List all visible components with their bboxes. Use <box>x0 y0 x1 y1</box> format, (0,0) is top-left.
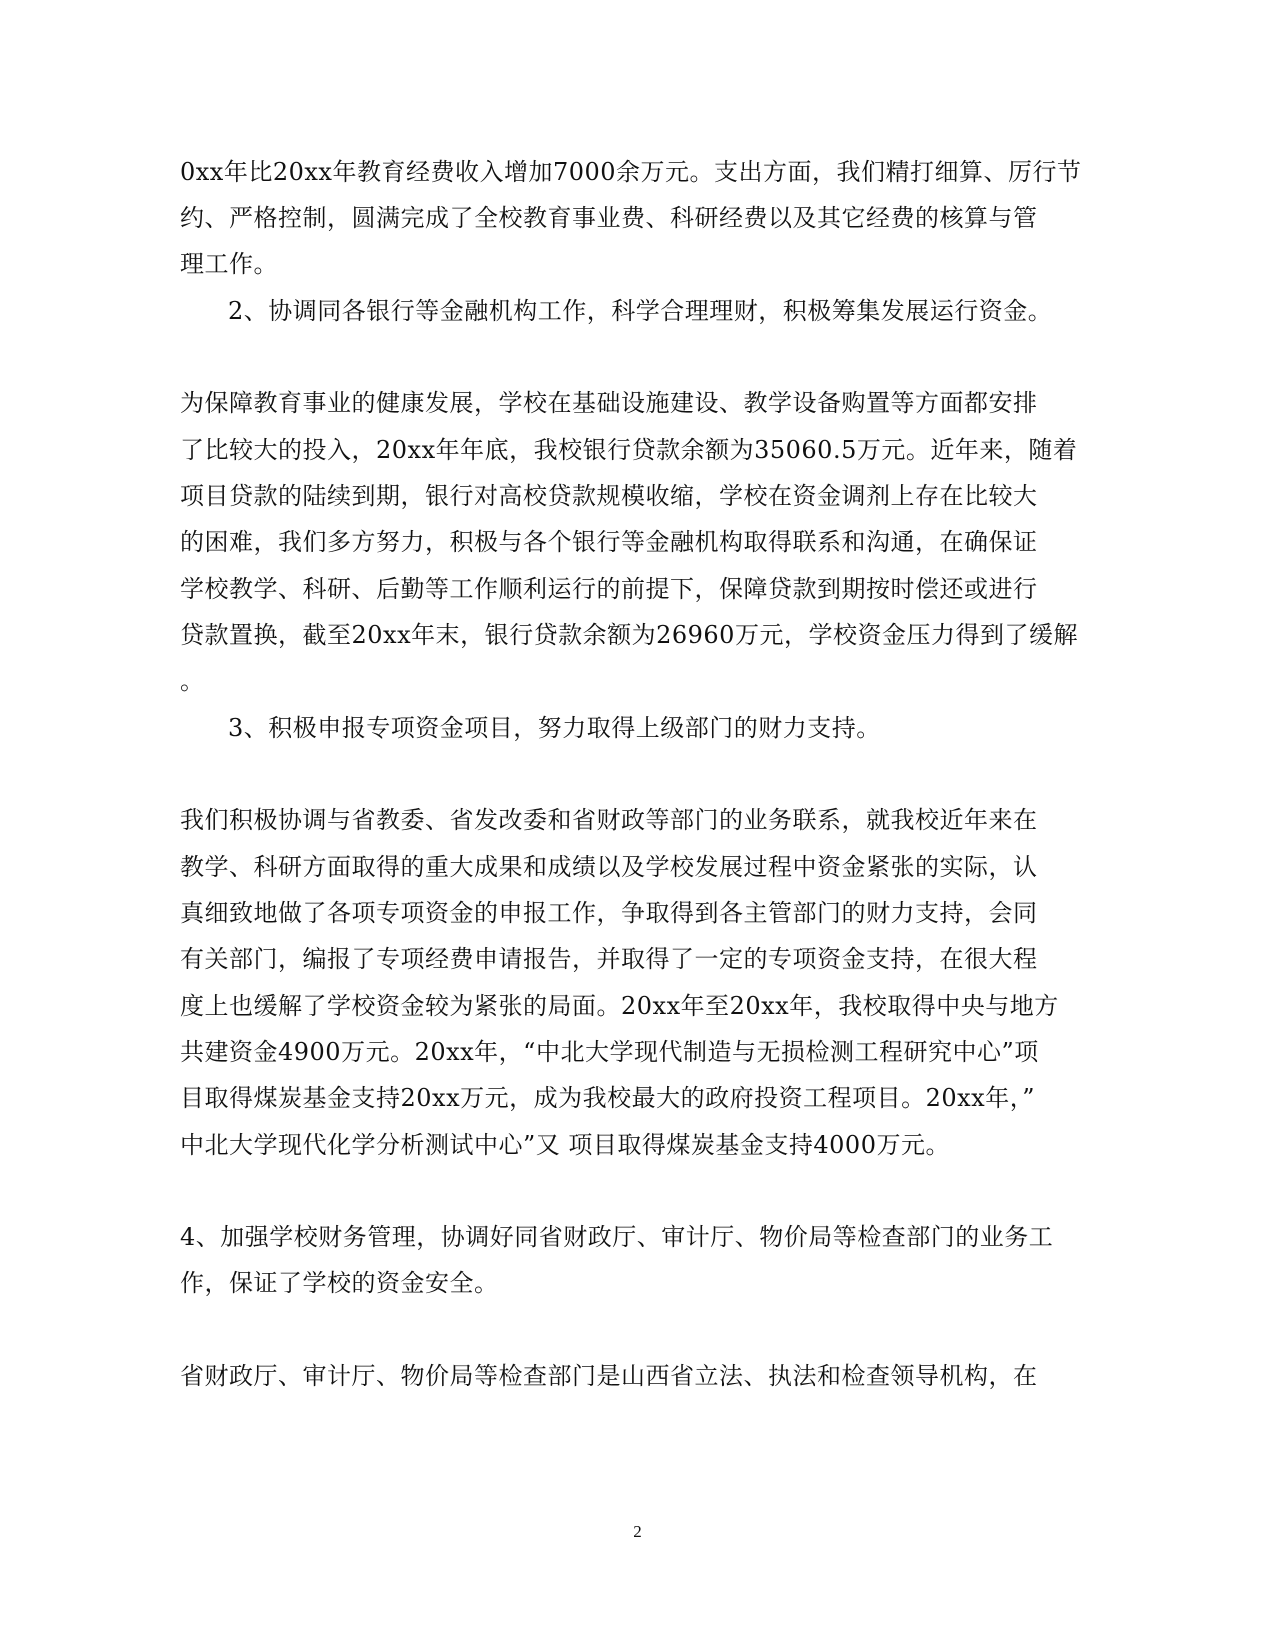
text-line: 目取得煤炭基金支持20xx万元，成为我校最大的政府投资工程项目。20xx年，” <box>180 1084 1035 1112</box>
text-line: 省财政厅、审计厅、物价局等检查部门是山西省立法、执法和检查领导机构，在 <box>180 1362 1038 1390</box>
text-line: 了比较大的投入，20xx年年底，我校银行贷款余额为35060.5万元。近年来，随着 <box>180 436 1078 464</box>
section-heading: 4、加强学校财务管理，协调好同省财政厅、审计厅、物价局等检查部门的业务工 <box>180 1223 1054 1251</box>
text-line: 共建资金4900万元。20xx年，“中北大学现代制造与无损检测工程研究中心”项 <box>180 1038 1039 1066</box>
section-heading: 3、积极申报专项资金项目，努力取得上级部门的财力支持。 <box>228 714 881 742</box>
text-line: 中北大学现代化学分析测试中心”又 项目取得煤炭基金支持4000万元。 <box>180 1131 950 1159</box>
text-line: 的困难，我们多方努力，积极与各个银行等金融机构取得联系和沟通，在确保证 <box>180 528 1038 556</box>
text-line: 作，保证了学校的资金安全。 <box>180 1269 499 1297</box>
text-line: 教学、科研方面取得的重大成果和成绩以及学校发展过程中资金紧张的实际，认 <box>180 853 1038 881</box>
text-line: 真细致地做了各项专项资金的申报工作，争取得到各主管部门的财力支持，会同 <box>180 899 1038 927</box>
text-line: 有关部门，编报了专项经费申请报告，并取得了一定的专项资金支持，在很大程 <box>180 945 1038 973</box>
text-line: 贷款置换，截至20xx年末，银行贷款余额为26960万元，学校资金压力得到了缓解 <box>180 621 1078 649</box>
text-line: 度上也缓解了学校资金较为紧张的局面。20xx年至20xx年，我校取得中央与地方 <box>180 992 1059 1020</box>
section-heading: 2、协调同各银行等金融机构工作，科学合理理财，积极筹集发展运行资金。 <box>228 297 1053 325</box>
text-line: 约、严格控制，圆满完成了全校教育事业费、科研经费以及其它经费的核算与管 <box>180 204 1038 232</box>
text-line: 项目贷款的陆续到期，银行对高校贷款规模收缩，学校在资金调剂上存在比较大 <box>180 482 1038 510</box>
text-line: 0xx年比20xx年教育经费收入增加7000余万元。支出方面，我们精打细算、厉行节 <box>180 158 1082 186</box>
text-line: 学校教学、科研、后勤等工作顺利运行的前提下，保障贷款到期按时偿还或进行 <box>180 575 1038 603</box>
text-line: 为保障教育事业的健康发展，学校在基础设施建设、教学设备购置等方面都安排 <box>180 389 1038 417</box>
page-number: 2 <box>633 1522 642 1541</box>
text-line: 理工作。 <box>180 250 278 278</box>
text-line: 我们积极协调与省教委、省发改委和省财政等部门的业务联系，就我校近年来在 <box>180 806 1038 834</box>
text-line: 。 <box>180 667 205 695</box>
